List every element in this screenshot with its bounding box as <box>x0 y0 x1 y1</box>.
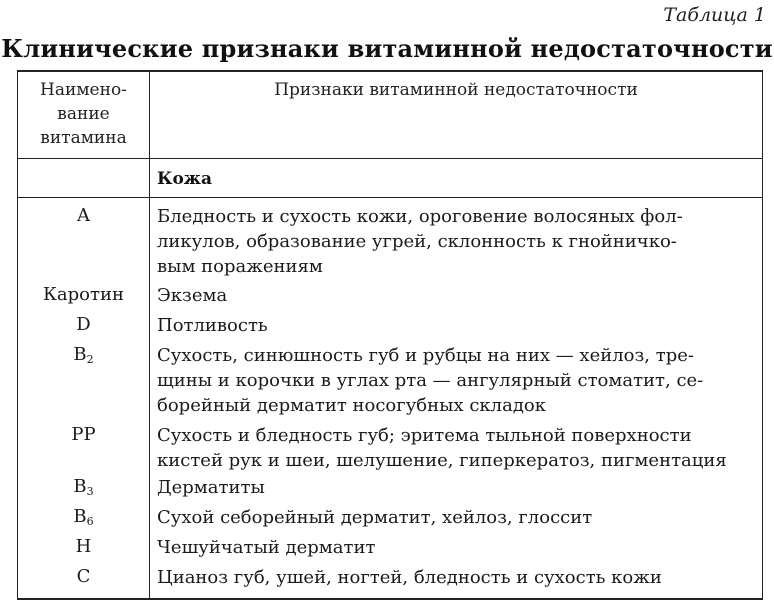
vitamin-name: H <box>75 536 92 557</box>
vitamin-name: D <box>76 314 91 335</box>
vitamin-signs: Потливость <box>157 315 268 336</box>
vitamin-signs: Сухой себорейный дерматит, хейлоз, глоссит <box>157 507 593 528</box>
vitamin-name: Каротин <box>43 284 124 305</box>
vitamin-signs: Дерматиты <box>157 477 265 498</box>
vitamin-name: $B_3$ <box>73 476 94 498</box>
vitamin-name: PP <box>71 424 96 445</box>
section-label: Кожа <box>157 169 212 189</box>
table-number: Таблица 1 <box>663 4 766 26</box>
vitamin-signs: Цианоз губ, ушей, ногтей, бледность и сухость кожи <box>157 567 662 588</box>
vitamin-name: C <box>76 566 91 587</box>
vitamin-signs: Чешуйчатый дерматит <box>157 537 376 558</box>
vitamin-name: $B_2$ <box>73 344 94 366</box>
vitamin-name: A <box>77 205 90 226</box>
vitamin-signs: Сухость и бледность губ; эритема тыльной поверхности кистей рук и шеи, шелушение, гиперкератоз, пигментация <box>157 425 727 471</box>
table-title: Клинические признаки витаминной недостаточности <box>1 34 773 63</box>
section-divider <box>17 197 763 198</box>
header-vitamin: Наимено- вание витамина <box>40 80 127 148</box>
vitamin-signs: Сухость, синюшность губ и рубцы на них — хейлоз, тре- щины и корочки в углах рта — ангулярный стоматит, се- борейный дерматит носогубных складок <box>157 345 704 416</box>
header-divider <box>17 158 763 159</box>
vitamin-name: $B_6$ <box>73 506 94 528</box>
vitamin-signs: Бледность и сухость кожи, ороговение волосяных фол- ликулов, образование угрей, склонность к гнойничко- вым поражениям <box>157 206 683 277</box>
header-signs: Признаки витаминной недостаточности <box>274 80 638 100</box>
vitamin-signs: Экзема <box>157 285 228 306</box>
